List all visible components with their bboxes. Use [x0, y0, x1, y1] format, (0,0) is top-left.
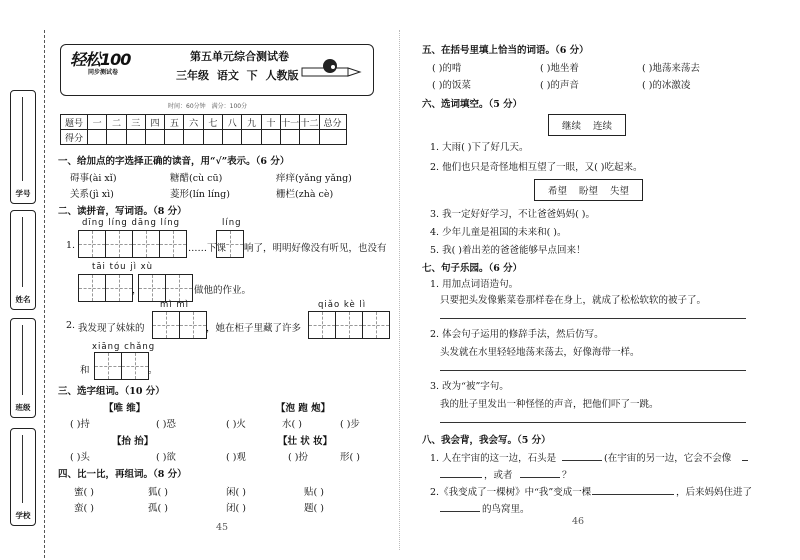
q6-sentence[interactable]: 5. 我( )着出差的爸爸能够早点回来！: [430, 245, 586, 256]
q1-item[interactable]: 关系(jì xì): [70, 189, 114, 200]
q8-text: (在宇宙的另一边，它会不会像: [604, 453, 732, 464]
q3-blank[interactable]: ( )持: [70, 419, 90, 430]
q4-title: 四、比一比，再组词。（8 分）: [58, 469, 187, 480]
q3-blank[interactable]: ( )观: [226, 452, 246, 463]
pinyin: qiǎo kè lì: [318, 300, 367, 310]
page-number-left: 45: [216, 522, 229, 533]
answer-line[interactable]: [520, 477, 560, 478]
q1-item[interactable]: 碍事(ài xǐ): [70, 173, 117, 184]
q2-text: 我发现了妹妹的: [78, 323, 145, 334]
binding-strip: [6, 30, 45, 558]
q8-text: ，后来妈妈住进了: [676, 487, 753, 498]
page-number-right: 46: [572, 516, 585, 527]
logo: 轻松100 同步测试卷: [70, 50, 131, 76]
q7-example: 我的肚子里发出一种怪怪的声音，把他们吓了一跳。: [440, 399, 659, 410]
answer-line[interactable]: [592, 494, 674, 495]
q6-sentence[interactable]: 3. 我一定好好学习，不让爸爸妈妈( )。: [430, 209, 596, 220]
q3-blank[interactable]: ( )火: [226, 419, 246, 430]
answer-line[interactable]: [440, 422, 746, 423]
q8-text: 1. 人在宇宙的这一边，石头是: [430, 453, 557, 464]
exam-title: 第五单元综合测试卷: [190, 50, 289, 63]
char-grid[interactable]: [94, 352, 149, 380]
exam-subtitle: 三年级 语文 下 人教版: [176, 69, 299, 82]
score-table: 题号 一 二 三 四 五 六 七 八 九 十 十一 十二 总分 得分: [60, 114, 347, 145]
q3-blank[interactable]: ( )步: [340, 419, 360, 430]
q5-blank[interactable]: ( )的冰激凌: [642, 80, 691, 91]
q3-group: 【泡 跑 炮】: [276, 403, 331, 414]
word-bank-2: 希望 盼望 失望: [534, 179, 643, 201]
answer-line[interactable]: [440, 477, 482, 478]
pinyin: líng: [222, 218, 242, 228]
q3-group: 【抬 抬】: [112, 436, 154, 447]
q5-blank[interactable]: ( )的声音: [540, 80, 579, 91]
q1-item[interactable]: 痒痒(yǎng yǎng): [276, 173, 352, 184]
q8-text: ，或者: [484, 470, 513, 481]
pinyin: tāi tóu jì xù: [92, 262, 154, 272]
q7-prompt: 1. 用加点词语造句。: [430, 279, 519, 290]
char-grid[interactable]: [308, 311, 390, 339]
q7-prompt: 2. 体会句子运用的修辞手法，然后仿写。: [430, 329, 604, 340]
q3-blank[interactable]: 形( ): [340, 452, 360, 463]
name-box[interactable]: 姓名: [10, 210, 36, 310]
char-grid[interactable]: [138, 274, 193, 302]
pinyin: mì mì: [160, 300, 189, 310]
q4-blank[interactable]: 贴( ): [304, 487, 324, 498]
word-bank-1: 继续 连续: [548, 114, 626, 136]
char-grid[interactable]: [152, 311, 207, 339]
q1-item[interactable]: 栅栏(zhà cè): [276, 189, 334, 200]
q7-example: 只要把头发像紫菜卷那样卷在身上，就成了松松软软的被子了。: [440, 295, 707, 306]
score-header: 题号: [61, 115, 88, 130]
q4-blank[interactable]: 蜜( ): [74, 487, 94, 498]
answer-line[interactable]: [440, 370, 746, 371]
student-id-box[interactable]: 学号: [10, 90, 36, 204]
q3-group: 【壮 状 妆】: [278, 436, 333, 447]
q7-title: 七、句子乐园。（6 分）: [422, 263, 523, 274]
q8-text: 2.《我变成了一棵树》中“我”变成一棵: [430, 487, 592, 498]
q7-example: 头发就在水里轻轻地荡来荡去，好像海带一样。: [440, 347, 640, 358]
char-grid[interactable]: [78, 274, 133, 302]
q4-blank[interactable]: 蛮( ): [74, 503, 94, 514]
q5-blank[interactable]: ( )的饭菜: [432, 80, 471, 91]
q5-blank[interactable]: ( )的啃: [432, 63, 462, 74]
q3-blank[interactable]: ( )头: [70, 452, 90, 463]
q2-text: 响了，明明好像没有听见，也没有: [244, 243, 387, 254]
pinyin: dīng líng dāng líng: [82, 218, 181, 228]
q4-blank[interactable]: 孤( ): [148, 503, 168, 514]
q2-num: 2.: [66, 320, 76, 331]
q6-sentence[interactable]: 4. 少年儿童是祖国的未来和( )。: [430, 227, 567, 238]
q5-blank[interactable]: ( )地荡来荡去: [642, 63, 700, 74]
exam-meta: 时间：60分钟 满分：100分: [168, 103, 248, 110]
q5-blank[interactable]: ( )地坐着: [540, 63, 579, 74]
q2-text: ……下课: [188, 243, 227, 254]
q4-blank[interactable]: 闭( ): [226, 503, 246, 514]
q3-blank[interactable]: ( )扮: [288, 452, 308, 463]
q2-sep: ，: [132, 285, 142, 296]
q6-title: 六、选词填空。（5 分）: [422, 99, 523, 110]
q3-blank[interactable]: 水( ): [282, 419, 302, 430]
q1-item[interactable]: 菱形(lín líng): [170, 189, 230, 200]
char-grid[interactable]: [216, 230, 244, 258]
answer-line[interactable]: [440, 511, 480, 512]
q8-text: 的鸟窝里。: [482, 504, 530, 515]
q2-text: 和: [80, 365, 90, 376]
q1-item[interactable]: 糖醋(cù cū): [170, 173, 223, 184]
q8-text: ？: [562, 470, 572, 481]
q1-title: 一、给加点的字选择正确的读音，用“√”表示。（6 分）: [58, 156, 290, 167]
answer-line[interactable]: [742, 460, 748, 461]
pencil-illustration-icon: [300, 58, 362, 86]
q3-blank[interactable]: ( )欲: [156, 452, 176, 463]
q4-blank[interactable]: 闲( ): [226, 487, 246, 498]
q2-num: 1.: [66, 240, 76, 251]
q2-title: 二、读拼音，写词语。（8 分）: [58, 206, 187, 217]
score-row-label: 得分: [61, 130, 88, 145]
q4-blank[interactable]: 题( ): [304, 503, 324, 514]
char-grid[interactable]: [78, 230, 187, 258]
q6-sentence[interactable]: 1. 大雨( )下了好几天。: [430, 142, 529, 153]
pinyin: xiāng chǎng: [92, 342, 156, 352]
answer-line[interactable]: [562, 460, 602, 461]
school-box[interactable]: 学校: [10, 428, 36, 526]
q8-title: 八、我会背，我会写。（5 分）: [422, 435, 551, 446]
page-divider: [399, 30, 400, 550]
answer-line[interactable]: [440, 318, 746, 319]
q5-title: 五、在括号里填上恰当的词语。（6 分）: [422, 45, 589, 56]
q3-blank[interactable]: ( )恐: [156, 419, 176, 430]
q6-sentence[interactable]: 2. 他们也只是奇怪地相互望了一眼，又( )吃起来。: [430, 162, 643, 173]
q2-text: ，她在柜子里藏了许多: [206, 323, 302, 334]
q2-end: 。: [148, 365, 158, 376]
q7-prompt: 3. 改为“被”字句。: [430, 381, 509, 392]
class-box[interactable]: 班级: [10, 318, 36, 418]
q2-text: 做他的作业。: [194, 285, 252, 296]
q4-blank[interactable]: 狐( ): [148, 487, 168, 498]
q3-group: 【唯 维】: [104, 403, 146, 414]
q3-title: 三、选字组词。（10 分）: [58, 386, 165, 397]
